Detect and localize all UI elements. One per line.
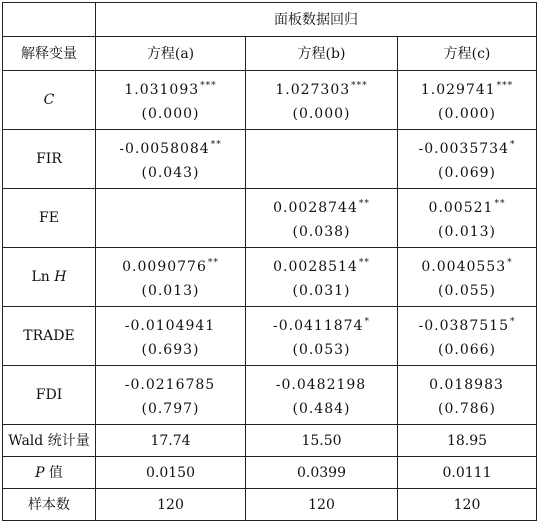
significance-stars: ** — [358, 199, 370, 209]
row-label-c — [3, 71, 96, 130]
stat-value: 120 — [398, 489, 537, 521]
p-value: (0.013) — [141, 283, 200, 299]
significance-stars: * — [364, 317, 370, 327]
p-value: (0.013) — [438, 224, 497, 240]
p-value: (0.069) — [438, 165, 497, 181]
p-value: (0.000) — [438, 106, 497, 122]
p-value: (0.053) — [292, 342, 351, 358]
stat-value: 0.0399 — [246, 457, 398, 489]
stat-value: 120 — [246, 489, 398, 521]
significance-stars: ** — [207, 258, 219, 268]
row-label-fe — [3, 189, 96, 248]
significance-stars: * — [509, 140, 516, 150]
variable-name: FIR — [36, 151, 62, 167]
variable-name: Ln H — [31, 269, 67, 285]
significance-stars: ** — [494, 199, 506, 209]
stat-row-p-value — [3, 457, 537, 489]
stat-label: P 值 — [3, 457, 96, 489]
model-b-header: 方程(b) — [246, 37, 398, 71]
coef-cell-empty — [96, 189, 246, 248]
coef-cell — [96, 248, 246, 307]
significance-stars: * — [509, 317, 516, 327]
model-a-header: 方程(a) — [96, 37, 246, 71]
table-row — [3, 189, 537, 248]
significance-stars: * — [507, 258, 513, 268]
coef-cell — [246, 71, 398, 130]
variable-name: FDI — [35, 387, 63, 403]
stat-value: 120 — [96, 489, 246, 521]
coef-cell — [96, 71, 246, 130]
coefficient: -0.0058084** — [119, 140, 222, 157]
p-value: (0.038) — [292, 224, 351, 240]
table-row — [3, 130, 537, 189]
coefficient: 0.018983 — [429, 377, 504, 393]
coef-cell — [398, 307, 537, 366]
significance-stars: ** — [210, 140, 222, 150]
group-title: 面板数据回归 — [96, 3, 537, 37]
p-value: (0.066) — [438, 342, 497, 358]
significance-stars: *** — [200, 81, 217, 91]
coef-cell — [96, 130, 246, 189]
explanatory-variable-header: 解释变量 — [3, 37, 96, 71]
p-value: (0.000) — [141, 106, 200, 122]
coef-cell — [246, 189, 398, 248]
coefficient: -0.0216785 — [124, 377, 216, 393]
regression-results-table — [2, 2, 537, 521]
coef-cell — [246, 248, 398, 307]
stat-value: 17.74 — [96, 425, 246, 457]
p-value: (0.000) — [292, 106, 351, 122]
model-c-header: 方程(c) — [398, 37, 537, 71]
coefficient: 0.0028514** — [273, 258, 370, 275]
coef-cell — [398, 189, 537, 248]
row-label-fdi — [3, 366, 96, 425]
table-row — [3, 307, 537, 366]
coef-cell — [398, 248, 537, 307]
row-label-ln-h — [3, 248, 96, 307]
table-row — [3, 71, 537, 130]
coef-cell-empty — [246, 130, 398, 189]
coefficient: -0.0387515* — [418, 317, 516, 334]
row-label-trade — [3, 307, 96, 366]
coefficient: 1.029741*** — [420, 81, 514, 98]
stat-label: Wald 统计量 — [3, 425, 96, 457]
coefficient: -0.0035734* — [418, 140, 516, 157]
stat-value: 15.50 — [246, 425, 398, 457]
significance-stars: *** — [496, 81, 514, 91]
variable-name: FE — [39, 210, 59, 226]
coefficient: -0.0104941 — [124, 318, 216, 334]
table-row — [3, 248, 537, 307]
p-value: (0.797) — [141, 401, 200, 417]
p-value: (0.484) — [292, 401, 351, 417]
row-label-fir — [3, 130, 96, 189]
variable-name: TRADE — [23, 328, 75, 344]
coefficient: 1.031093*** — [124, 81, 217, 98]
significance-stars: *** — [351, 81, 368, 91]
variable-name: C — [43, 92, 55, 108]
stat-value: 0.0111 — [398, 457, 537, 489]
table-row — [3, 366, 537, 425]
coef-cell — [246, 366, 398, 425]
header-row-group — [3, 3, 537, 37]
coefficient: 0.0028744** — [273, 199, 370, 216]
coefficient: -0.0411874* — [273, 317, 370, 334]
coef-cell — [398, 71, 537, 130]
p-value: (0.055) — [438, 283, 497, 299]
corner-cell — [3, 3, 96, 37]
coef-cell — [96, 307, 246, 366]
significance-stars: ** — [358, 258, 370, 268]
coefficient: -0.0482198 — [275, 377, 367, 393]
p-value: (0.693) — [141, 342, 200, 358]
stat-value: 0.0150 — [96, 457, 246, 489]
stat-value: 18.95 — [398, 425, 537, 457]
coef-cell — [398, 130, 537, 189]
coef-cell — [246, 307, 398, 366]
stat-row-sample-size — [3, 489, 537, 521]
coefficient: 0.0040553* — [421, 258, 513, 275]
coefficient: 0.0090776** — [122, 258, 219, 275]
p-value: (0.043) — [141, 165, 200, 181]
stat-row-wald — [3, 425, 537, 457]
coef-cell — [96, 366, 246, 425]
stat-label: 样本数 — [3, 489, 96, 521]
coefficient: 0.00521** — [428, 199, 506, 216]
p-value: (0.031) — [292, 283, 351, 299]
header-row-models — [3, 37, 537, 71]
p-value: (0.786) — [438, 401, 497, 417]
coefficient: 1.027303*** — [275, 81, 368, 98]
coef-cell — [398, 366, 537, 425]
